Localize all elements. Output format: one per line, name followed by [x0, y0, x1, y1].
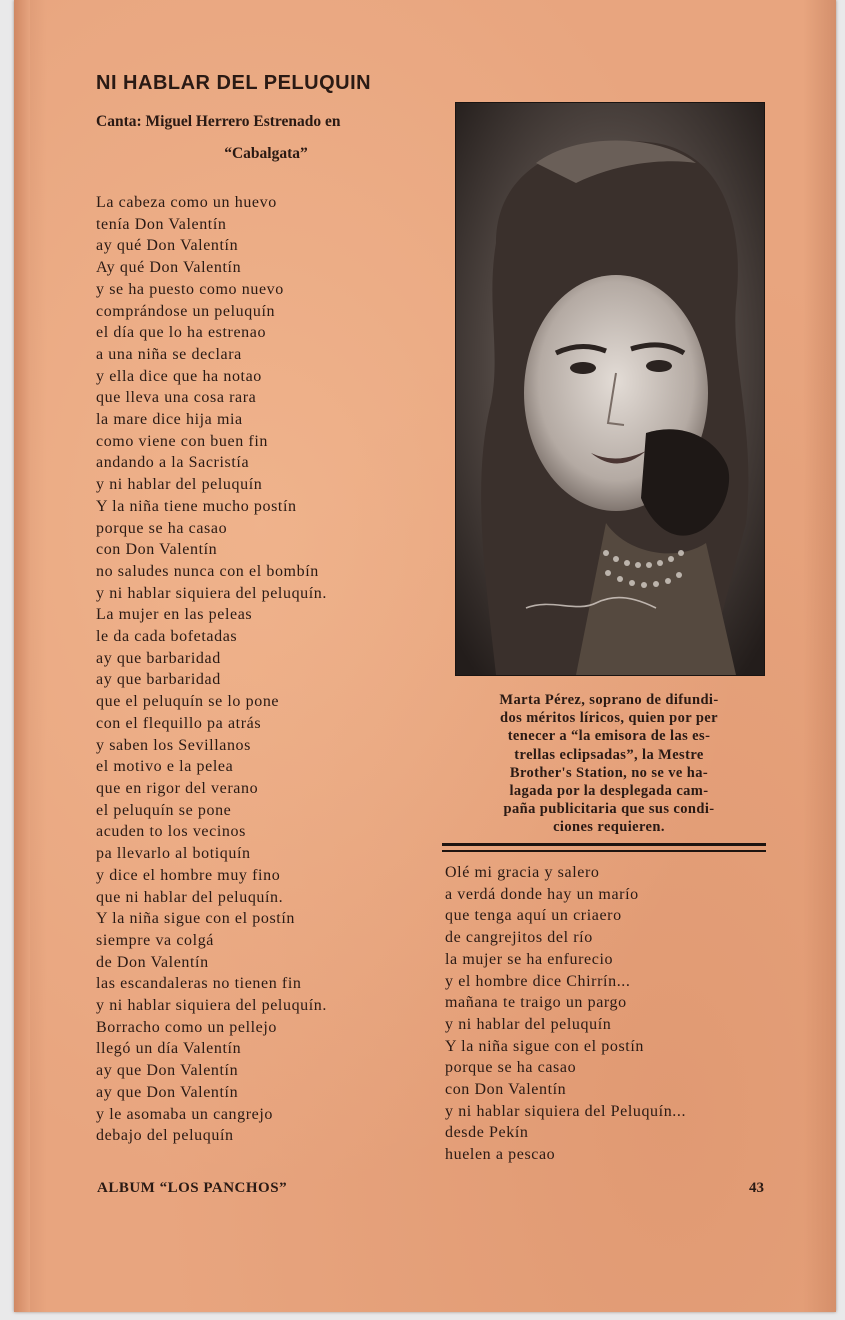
lyric-line: ay qué Don Valentín — [96, 237, 239, 255]
lyric-line: y le asomaba un cangrejo — [96, 1105, 274, 1123]
lyric-line: la mare dice hija mia — [96, 411, 243, 429]
lyric-line: y dice el hombre muy fino — [96, 866, 281, 884]
lyrics-column-right — [445, 862, 785, 1166]
lyric-line: pa llevarlo al botiquín — [96, 845, 251, 863]
lyric-line: el peluquín se pone — [96, 801, 232, 819]
lyric-line: que lleva una cosa rara — [96, 389, 257, 407]
page-edge — [14, 0, 30, 1312]
song-subtitle: Canta: Miguel Herrero Estrenado en — [96, 113, 341, 130]
lyric-line: le da cada bofetadas — [96, 628, 238, 646]
caption-line: tenecer a “la emisora de las es- — [507, 728, 711, 745]
lyric-line: la mujer se ha enfurecio — [445, 950, 614, 968]
lyric-line: de Don Valentín — [96, 953, 209, 971]
lyric-line: comprándose un peluquín — [96, 302, 276, 320]
divider-rule-top — [442, 843, 766, 846]
film-name: “Cabalgata” — [224, 145, 308, 162]
lyric-line: porque se ha casao — [445, 1059, 577, 1077]
lyric-line: debajo del peluquín — [96, 1127, 234, 1145]
lyric-line: el día que lo ha estrenao — [96, 324, 267, 342]
lyric-line: con Don Valentín — [445, 1081, 567, 1099]
caption-line: Marta Pérez, soprano de difundi- — [499, 692, 719, 708]
lyric-line: y ni hablar siquiera del peluquín. — [96, 584, 328, 602]
lyric-line: que en rigor del verano — [96, 779, 259, 797]
lyric-line: huelen a pescao — [445, 1146, 556, 1164]
lyric-line: y ni hablar siquiera del peluquín. — [96, 997, 328, 1015]
lyric-line: de cangrejitos del río — [445, 929, 593, 947]
lyric-line: que tenga aquí un criaero — [445, 907, 622, 925]
lyric-line: a verdá donde hay un marío — [445, 885, 639, 903]
lyric-line: ay que Don Valentín — [96, 1083, 239, 1101]
lyric-line: llegó un día Valentín — [96, 1040, 242, 1058]
lyric-line: ay que Don Valentín — [96, 1062, 239, 1080]
lyric-line: y se ha puesto como nuevo — [96, 280, 284, 298]
lyric-line: Y la niña sigue con el postín — [445, 1037, 644, 1055]
lyric-line: y saben los Sevillanos — [96, 736, 251, 754]
portrait-photo — [455, 102, 765, 676]
lyric-line: siempre va colgá — [96, 931, 214, 949]
lyric-line: andando a la Sacristía — [96, 454, 250, 472]
lyric-line: Y la niña sigue con el postín — [96, 910, 295, 928]
lyric-line: tenía Don Valentín — [96, 215, 227, 233]
page-number: 43 — [749, 1180, 764, 1196]
lyric-line: ay que barbaridad — [96, 649, 221, 667]
divider-rule-bottom — [442, 850, 766, 852]
photo-caption — [456, 691, 762, 837]
lyric-line: con el flequillo pa atrás — [96, 714, 262, 732]
lyric-line: que el peluquín se lo pone — [96, 693, 280, 711]
lyric-line: a una niña se declara — [96, 345, 242, 363]
lyric-line: con Don Valentín — [96, 541, 218, 559]
caption-line: lagada por la desplegada cam- — [509, 783, 709, 800]
lyric-line: y ni hablar del peluquín — [96, 476, 263, 494]
lyric-line: y ni hablar del peluquín — [445, 1015, 612, 1033]
lyrics-column-left — [96, 192, 436, 1147]
caption-line: paña publicitaria que sus condi- — [503, 801, 715, 818]
lyric-line: La mujer en las peleas — [96, 606, 253, 624]
lyric-line: y ella dice que ha notao — [96, 367, 262, 385]
lyric-line: el motivo e la pelea — [96, 758, 234, 776]
lyric-line: Ay qué Don Valentín — [96, 259, 242, 277]
portrait-illustration — [456, 103, 764, 675]
caption-line: ciones requieren. — [553, 819, 665, 836]
lyric-line: La cabeza como un huevo — [96, 194, 277, 211]
lyric-line: que ni hablar del peluquín. — [96, 888, 284, 906]
song-title: NI HABLAR DEL PELUQUIN — [96, 72, 372, 94]
lyric-line: ay que barbaridad — [96, 671, 221, 689]
lyric-line: como viene con buen fin — [96, 432, 268, 450]
lyric-line: desde Pekín — [445, 1124, 529, 1142]
lyric-line: porque se ha casao — [96, 519, 228, 537]
album-footer: ALBUM “LOS PANCHOS” — [97, 1180, 288, 1196]
lyric-line: y ni hablar siquiera del Peluquín... — [445, 1102, 687, 1120]
lyric-line: Y la niña tiene mucho postín — [96, 497, 297, 515]
lyric-line: las escandaleras no tienen fin — [96, 975, 302, 993]
lyric-line: no saludes nunca con el bombín — [96, 562, 319, 580]
caption-line: dos méritos líricos, quien por per — [500, 710, 718, 727]
lyric-line: y el hombre dice Chirrín... — [445, 972, 631, 990]
lyric-line: Borracho como un pellejo — [96, 1018, 278, 1036]
caption-line: trellas eclipsadas”, la Mestre — [514, 746, 704, 763]
lyric-line: acuden to los vecinos — [96, 823, 246, 841]
lyric-line: mañana te traigo un pargo — [445, 994, 627, 1012]
caption-line: Brother's Station, no se ve ha- — [509, 764, 709, 781]
lyric-line: Olé mi gracia y salero — [445, 864, 600, 881]
